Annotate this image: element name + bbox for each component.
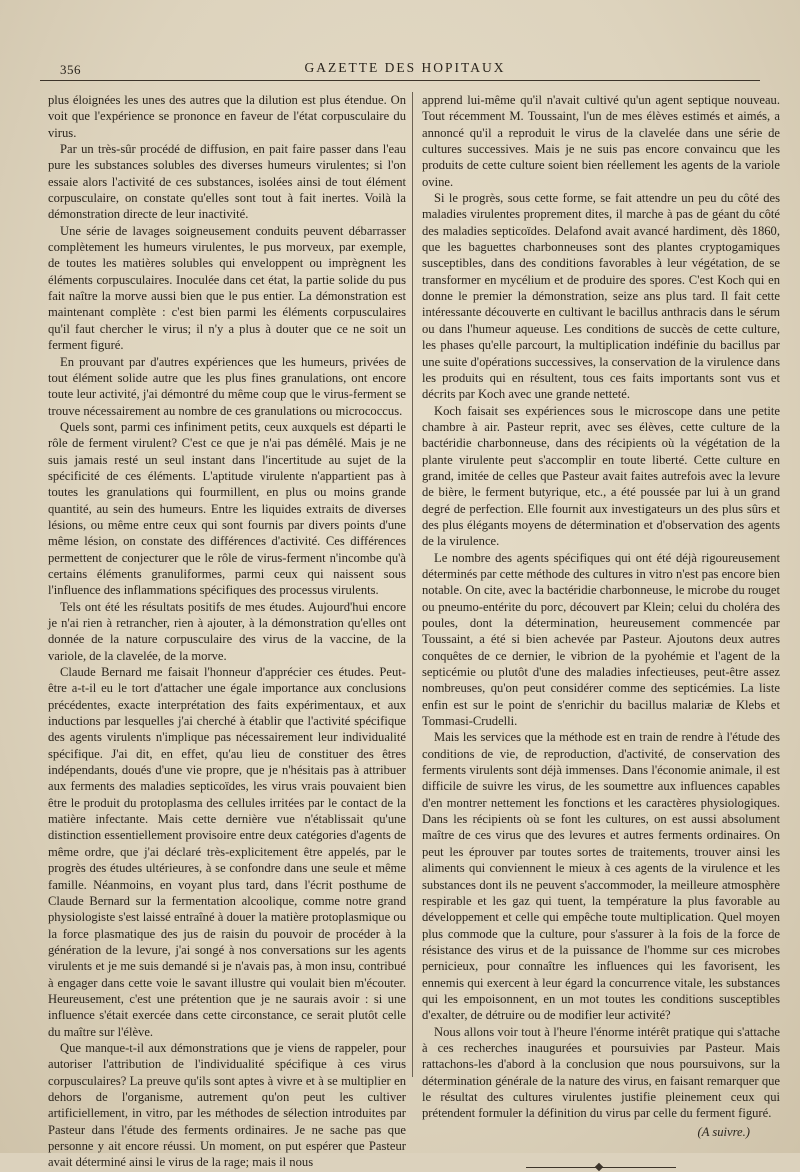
paragraph: Claude Bernard me faisait l'honneur d'apprécier ces études. Peut-être a-t-il eu le tort d'attacher une égale importance aux conclusions précédentes, exacte interprétation des faits expérimentaux, et aux inductions par lesquelles j'ai cherché à établir que l'activité spécifique des agents virulents n'implique pas nécessairement leur individualité spécifique. J'ai dit, en effet, qu'au lieu de constituer des êtres indépendants, doués d'une vie propre, que je n'hésitais pas à attribuer aux ferments des maladies septicoïdes, les virus vrais pouvaient bien être le produit du protoplasma des cellules irritées par le contact de la matière infectante. Mais cette dernière vue n'établissait qu'une distinction essentiellement provisoire entre deux catégories d'agents de même ordre, que j'ai déclaré très-explicitement être appelés, par le progrès des études ultérieures, à se confondre dans une seule et même famille. Néanmoins, en voyant plus tard, dans l'écrit posthume de Claude Bernard sur la fermentation alcoolique, comme notre grand physiologiste s'est laissé entraîné à douer la matière protoplasmique ou la force plasmatique des jus de raisin du pouvoir de procéder à la génération de la levure, j'ai songé à nos conversations sur les agents virulents et je me suis demandé si je n'avais pas, à mon insu, contribué à engager dans cette voie le savant illustre qui voulait bien m'écouter. Heureusement, c'est une prétention que je ne saurais avoir : si une influence s'était exercée dans cette circonstance, ce serait plutôt celle du maître sur l'élève. xyxy=(48,665,406,1039)
page-number: 356 xyxy=(60,62,81,77)
paragraph: Koch faisait ses expériences sous le microscope dans une petite chambre à air. Pasteur reprit, avec ses élèves, cette culture de la bactéridie charbonneuse, dans des récipients où la végétation de la plante virulente peut s'accomplir en toute liberté. Cette culture en grand, imitée de celles que Pasteur avait faites autrefois avec la levure de bière, le ferment butyrique, etc., a été poussée par lui à un grand degré de perfection. Elle fournit aux investigateurs un des plus sûrs et des plus élégants moyens de détermination et d'observation des agents de la virulence. xyxy=(422,403,780,549)
paragraph: Si le progrès, sous cette forme, se fait attendre un peu du côté des maladies virulentes proprement dites, il marche à pas de géant du côté des maladies septicoïdes. Delafond avait avancé hardiment, dès 1860, que les baguettes charbonneuses sont des plantes cryptogamiques susceptibles, dans des conditions favorables à leur végétation, de se transformer en mycélium et de produire des spores. C'est Koch qui en donne le premier la démonstration, seize ans plus tard. Il fait cette intéressante découverte en cultivant le bacillus anthracis dans le sérum ou dans l'humeur aqueuse. Les conditions de succès de cette culture, les phases qu'elle parcourt, la multiplication indéfinie du bacillus par une suite d'opérations successives, la conservation de la virulence dans les produits qui en résultent, tous ces faits importants sont vus et décrits par Koch avec une grande netteté. xyxy=(422,191,780,402)
column-divider xyxy=(412,92,413,1077)
diamond-ornament-icon xyxy=(595,1163,603,1171)
paragraph: Quels sont, parmi ces infiniment petits, ceux auxquels est départi le rôle de ferment virulent? C'est ce que je n'ai pas démêlé. Mais je ne suis jamais resté un seul instant dans l'incertitude au sujet de la spécificité de ces éléments. L'aptitude virulente n'appartient pas à toutes les granulations qui fourmillent, en plus ou moins grande quantité, au sein des humeurs. Entre les liquides extraits de diverses lésions, ou même entre ceux qui sont fournis par divers points d'une même lésion, on constate des différences d'activité. Ces différences permettent de conjecturer que le rôle de virus-ferment n'incombe qu'à certains éléments granuliformes, parmi ceux qui naissent sous l'influence des inflammations spécifiques des processus virulents. xyxy=(48,419,406,598)
header-rule xyxy=(40,80,760,81)
paragraph: Une série de lavages soigneusement conduits peuvent débarrasser complètement les humeurs virulentes, le pus morveux, par exemple, de toutes les matières solubles qui enveloppent ou imprègnent les éléments corpusculaires. Inoculée dans cet état, la partie solide du pus fait naître la morve aussi bien que le pus entier. La démonstration est maintenant complète : c'est bien parmi les éléments corpusculaires qu'il faut chercher le virus; il n'y a plus à douter que ce ne soit un ferment figuré. xyxy=(48,223,406,353)
paragraph: apprend lui-même qu'il n'avait cultivé qu'un agent septique nouveau. Tout récemment M. Toussaint, l'un de mes élèves estimés et aimés, a annoncé qu'il a reproduit le virus de la clavelée dans une série de cultures successives. Mais je ne suis pas encore convaincu que les produits de cette culture soient bien réellement les agents de la variole ovine. xyxy=(422,93,780,189)
end-ornament xyxy=(526,1164,676,1172)
paragraph: En prouvant par d'autres expériences que les humeurs, privées de tout élément solide autre que les plus fines granulations, ont encore toute leur activité, j'ai démontré du même coup que le virus-ferment se trouve nécessairement au nombre de ces granulations ou micrococcus. xyxy=(48,354,406,418)
journal-title: GAZETTE DES HOPITAUX xyxy=(304,60,506,75)
paragraph: Nous allons voir tout à l'heure l'énorme intérêt pratique qui s'attache à ces recherches inaugurées et poursuivies par Pasteur. Mais rattachons-les d'abord à la conclusion que nous poursuivons, sur la détermination générale de la nature des virus, en faisant remarquer que le résultat des cultures virulentes justifie pleinement ceux qui prétendent formuler la définition du virus par celle du ferment figuré. xyxy=(422,1024,780,1121)
paragraph: Le nombre des agents spécifiques qui ont été déjà rigoureusement déterminés par cette méthode des cultures in vitro n'est pas encore bien notable. On cite, avec la bactéridie charbonneuse, le microbe du rouget ou pneumo-entérite du porc, découvert par Klein; celui du choléra des poules, dont la détermination, heureusement commencée par Toussaint, a été si bien achevée par Pasteur. Ajoutons deux autres conquêtes de ce dernier, le vibrion de la pyohémie et l'agent de la septicémie ou plutôt d'une des maladies infectieuses, peut-être assez nombreuses, qu'on peut considérer comme des septicémies. La liste enfin est sur le point de s'enrichir du bacillus malariæ de Klebs et Tommasi-Crudelli. xyxy=(422,550,780,729)
paragraph: Par un très-sûr procédé de diffusion, en pait faire passer dans l'eau pure les substances solubles des diverses humeurs virulentes; si l'on essaie alors l'activité de ces substances, isolées ainsi de tout élément corpusculaire, on constate qu'elles sont tout à fait inertes. Voilà la démonstration directe de leur inactivité. xyxy=(48,142,406,222)
right-column xyxy=(422,92,780,1172)
paragraph: plus éloignées les unes des autres que la dilution est plus étendue. On voit que l'expérience se prononce en faveur de l'état corpusculaire du virus. xyxy=(48,93,406,140)
paragraph: Tels ont été les résultats positifs de mes études. Aujourd'hui encore je n'ai rien à retrancher, rien à ajouter, à la démonstration qu'elles ont donnée de la nature corpusculaire des virus de la vaccine, de la variole, de la clavelée, de la morve. xyxy=(48,599,406,663)
left-column xyxy=(48,92,406,1171)
page-header xyxy=(40,56,770,78)
to-be-continued: (A suivre.) xyxy=(697,1124,750,1139)
paragraph: Mais les services que la méthode est en train de rendre à l'étude des conditions de vie, de reproduction, d'activité, de conservation des ferments virulents sont déjà immenses. Dans l'économie animale, il est difficile de suivre les virus, de les soumettre aux influences capables d'en montrer nettement les fonctions et les caractères physiologiques. Dans les récipients où se font les cultures, on est aussi absolument maître de ces virus que des levures et autres ferments ordinaires. On peut les éprouver par toutes sortes de traitements, trouver ainsi les aliments qui conviennent le mieux à ces agents de la virulence et les substances dont ils ne peuvent s'accommoder, la meilleure atmosphère respirable et les gaz qui tuent, la température la plus favorable au développement et celle qui empêche toute multiplication. Quel moyen plus commode que la culture, pour s'assurer à la fois de la force de résistance des virus et de la puissance de l'homme sur ces microbes pernicieux, pour connaître les influences qui les favorisent, les ennemis qui exercent à leur égard la concurrence vitale, les substances qui les empoisonnent, en un mot toutes les conditions susceptibles d'exalter, de détruire ou de modifier leur activité? xyxy=(422,730,780,1023)
paragraph: Que manque-t-il aux démonstrations que je viens de rappeler, pour autoriser l'attribution de l'individualité spécifique à ces virus corpusculaires? La preuve qu'ils sont aptes à vivre et à se multiplier en dehors de l'organisme, autrement qu'on peut les cultiver artificiellement, in vitro, par les méthodes de sélection introduites par Pasteur dans l'étude des ferments ordinaires. Je ne sache pas que personne y ait encore réussi. Un moment, on put espérer que Pasteur avait déterminé ainsi le virus de la rage; mais il nous xyxy=(48,1040,406,1170)
